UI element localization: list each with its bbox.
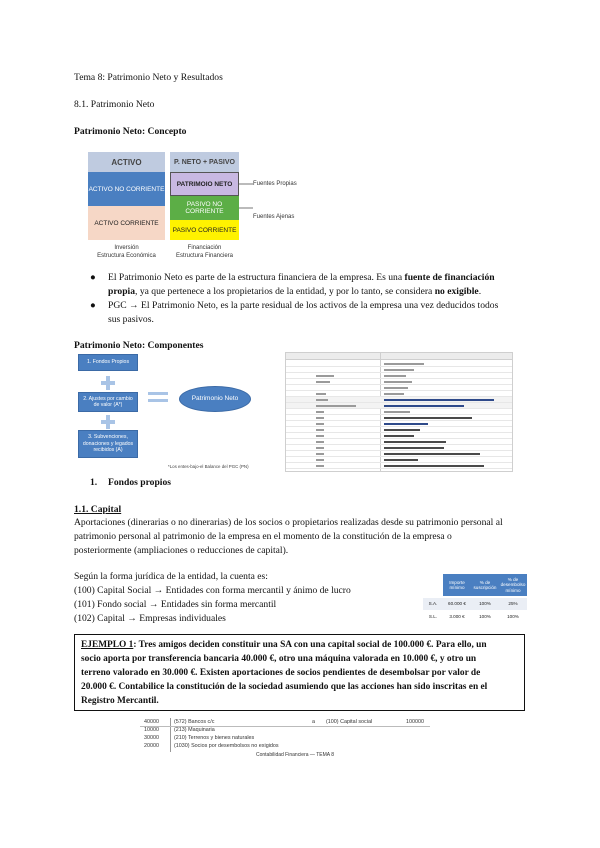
inversion-label	[88, 244, 165, 260]
bullet-1-line-2	[108, 285, 481, 299]
journal-amount: 30000	[144, 735, 159, 741]
table-header-importe: Importe mínimo	[443, 574, 471, 596]
table-cell: 100%	[471, 611, 499, 623]
table-row-label: S.A.	[423, 598, 443, 610]
pnc-box: PASIVO NO CORRIENTE	[170, 196, 239, 220]
fuentes-propias-label: Fuentes Propias	[253, 181, 297, 187]
concepto-title: Patrimonio Neto: Concepto	[74, 126, 187, 137]
fondos-propios-heading: Fondos propios	[108, 477, 172, 488]
fondos-propios-box: 1. Fondos Propios	[78, 354, 138, 371]
bullet-1-bold-c: no exigible	[434, 286, 479, 297]
bullet-2-line-2: sus pasivos.	[108, 314, 154, 325]
bullet-dot-2: ●	[90, 300, 96, 311]
componentes-title: Patrimonio Neto: Componentes	[74, 340, 204, 351]
forma-juridica-102: (102) Capital → Empresas individuales	[74, 613, 226, 624]
table-cell: 25%	[499, 598, 527, 610]
anc-box: ACTIVO NO CORRIENTE	[88, 172, 165, 206]
bullet-1-line-1	[108, 271, 495, 285]
journal-account: (210) Terrenos y bienes naturales	[174, 735, 255, 741]
estructura-financiera-text: Estructura Financiera	[175, 253, 234, 259]
table-header-desembolso: % de desembolso mínimo	[499, 574, 527, 596]
journal-credit-amount: 100000	[406, 719, 424, 725]
table-cell: 100%	[471, 598, 499, 610]
pasivo-header: P. NETO + PASIVO	[170, 152, 239, 172]
example-box	[74, 634, 525, 711]
journal-amount: 10000	[144, 727, 159, 733]
bullet-1-bold-b: propia	[108, 286, 136, 297]
fondos-propios-num: 1.	[90, 477, 98, 488]
journal-footer: Contabilidad Financiera — TEMA 8	[256, 752, 335, 758]
plus-icon	[101, 415, 115, 429]
fuentes-ajenas-label: Fuentes Ajenas	[253, 214, 295, 220]
ac-box: ACTIVO CORRIENTE	[88, 206, 165, 240]
table-row	[286, 463, 512, 469]
journal-credit-account: (100) Capital social	[326, 719, 373, 725]
example-line-1	[81, 639, 487, 652]
financiacion-label	[170, 244, 239, 260]
example-line-2: socio aporta por transferencia bancaria 40.000 €, otro una máquina valorada en 10.000 €, y otro un	[81, 654, 477, 664]
example-label: EJEMPLO 1	[81, 640, 134, 650]
journal-account: (213) Maquinaria	[174, 727, 215, 733]
pn-box: PATRIMOIO NETO	[170, 172, 239, 196]
table-row-label: S.L.	[423, 611, 443, 623]
bullet-dot-1: ●	[90, 272, 96, 283]
table-cell: 100%	[499, 611, 527, 623]
journal-separator	[170, 718, 171, 752]
forma-juridica-100: (100) Capital Social → Entidades con forma mercantil y ánimo de lucro	[74, 585, 351, 596]
plus-icon	[101, 376, 115, 390]
bullet-1-text-b: , ya que pertenece a los propietarios de la entidad, y por lo tanto, se considera	[135, 286, 435, 297]
bullet-1-bold-a: fuente de financiación	[404, 272, 495, 283]
journal-a: a	[312, 719, 315, 725]
table-header-suscripcion: % de suscripción	[471, 574, 499, 596]
capital-paragraph-line-2: patrimonio personal al patrimonio de la empresa en el momento de la constitución de la empresa o	[74, 531, 452, 542]
bullet-1-text-d: .	[478, 286, 482, 297]
journal-amount: 40000	[144, 719, 159, 725]
forma-juridica-intro: Según la forma jurídica de la entidad, la cuenta es:	[74, 571, 268, 582]
tema-title: Tema 8: Patrimonio Neto y Resultados	[74, 72, 223, 83]
journal-account: (1030) Socios por desembolsos no exigidos	[174, 743, 279, 749]
table-cell: 60.000 €	[443, 598, 471, 610]
example-text-1: : Tres amigos deciden constituir una SA con una capital social de 100.000 €. Para ello, un	[133, 640, 487, 650]
components-diagram	[76, 352, 282, 472]
financiacion-text: Financiación	[187, 245, 222, 251]
patrimonio-neto-ellipse: Patrimonio Neto	[179, 386, 251, 412]
activo-header: ACTIVO	[88, 152, 165, 172]
example-line-5: Registro Mercantil.	[81, 696, 159, 706]
pc-box: PASIVO CORRIENTE	[170, 220, 239, 240]
journal-entry	[140, 718, 440, 760]
pgc-excerpt-header	[286, 353, 512, 360]
bullet-1-text-a: El Patrimonio Neto es parte de la estructura financiera de la empresa. Es una	[108, 272, 405, 283]
balance-diagram	[86, 150, 312, 262]
journal-amount: 20000	[144, 743, 159, 749]
section-title: 8.1. Patrimonio Neto	[74, 99, 155, 110]
estructura-economica-text: Estructura Económica	[97, 253, 156, 259]
pgc-excerpt-table	[285, 352, 513, 472]
components-caption: *Los entes-bajo-el Balance del PGC (PN)	[168, 464, 249, 469]
capital-requirements-table	[423, 574, 527, 624]
capital-title: 1.1. Capital	[74, 504, 122, 515]
equals-icon	[148, 390, 170, 404]
capital-paragraph-line-3: posteriormente (ampliaciones o reducciones de capital).	[74, 545, 289, 556]
subvenciones-box: 3. Subvenciones, donaciones y legados recibidos (A)	[78, 430, 138, 458]
inversion-text: Inversión	[114, 245, 139, 251]
table-cell: 3.000 €	[443, 611, 471, 623]
example-line-3: terreno valorado en 30.000 €. Existen aportaciones de socios pendientes de desembolsar por valor de	[81, 668, 481, 678]
example-line-4: 20.000 €. Contabilice la constitución de la sociedad asumiendo que las acciones han sido inscritas en el	[81, 682, 488, 692]
bullet-2-line-1: PGC → El Patrimonio Neto, es la parte residual de los activos de la empresa una vez deducidos todos	[108, 300, 499, 311]
ajustes-box: 2. Ajustes por cambio de valor (A*)	[78, 392, 138, 412]
forma-juridica-101: (101) Fondo social → Entidades sin forma mercantil	[74, 599, 277, 610]
capital-paragraph-line-1: Aportaciones (dinerarias o no dinerarias) de los socios o propietarios realizadas desde su patrimonio personal al	[74, 517, 503, 528]
journal-account: (572) Bancos c/c	[174, 719, 215, 725]
